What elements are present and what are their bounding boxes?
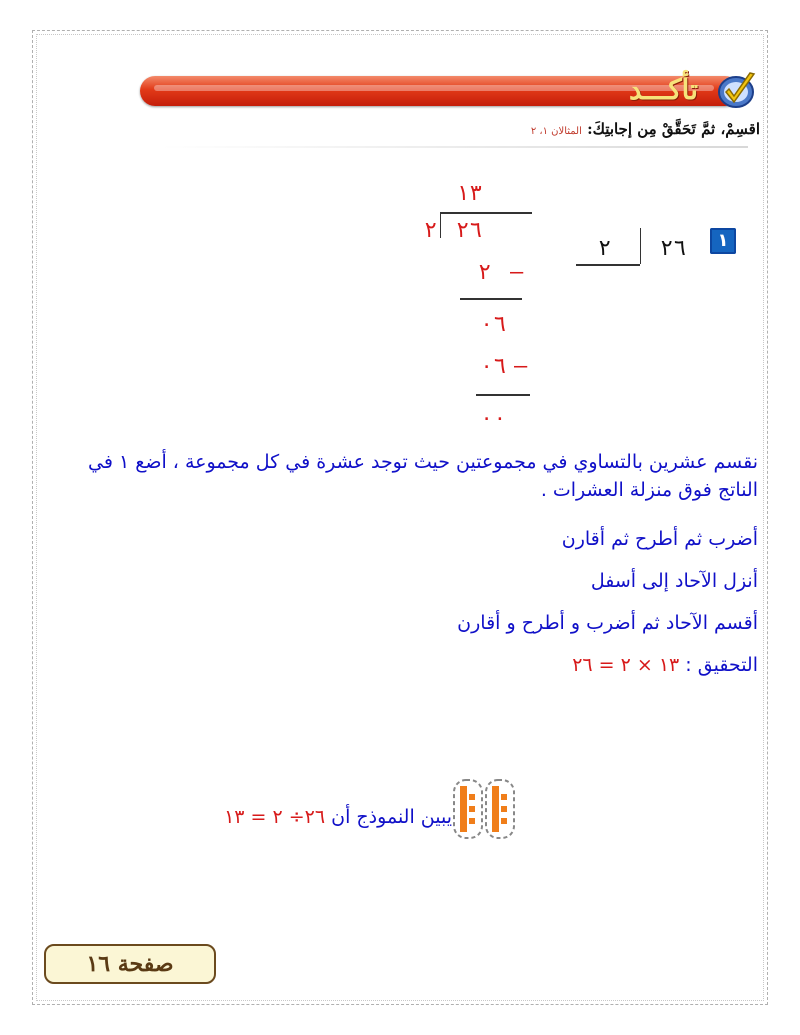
model-line [224,806,452,828]
division-bracket [440,212,441,238]
problem-underline [576,264,640,266]
instruction-text: اقسِمْ، ثمَّ تَحَقَّقْ مِن إجابتِكَ: [587,120,760,138]
worked-dividend: ٢٦ [456,218,483,243]
model-label: يبين النموذج أن [331,806,452,828]
instruction-ref: المثالان ١، ٢ [530,126,582,137]
base-ten-blocks-icon [452,778,516,840]
step-multiply: أضرب ثم أطرح ثم أقارن [561,528,758,550]
step-bring-down: أنزل الآحاد إلى أسفل [590,570,758,592]
model-equation: ٢٦÷ ٢ = ١٣ [224,806,326,828]
step2-subtract: ٠٦ [480,354,507,379]
quotient: ١٣ [456,181,483,206]
step-divide-ones: أقسم الآحاد ثم أضرب و أطرح و أقارن [457,612,758,634]
problem-dividend: ٢٦ [660,236,687,261]
step2-rule [476,394,530,396]
explanation-paragraph: نقسم عشرين بالتساوي في مجموعتين حيث توجد عشرة في كل مجموعة ، أضع ١ في الناتج فوق منزلة العشرات . [88,451,758,501]
problem-divisor: ٢ [598,236,612,261]
check-equation: ١٣ × ٢ = ٢٦ [572,654,680,676]
check-line [572,654,758,676]
step1-result: ٠٦ [480,312,507,337]
step1-subtract: ٢ [478,260,492,285]
page-border-inner [36,34,764,1001]
division-bar [440,212,532,214]
worked-divisor: ٢ [424,218,438,243]
checkmark-icon [716,70,758,110]
page-number-tag: صفحة ١٦ [44,944,216,984]
section-header [140,70,758,110]
section-title: تأكـــد [629,73,698,106]
check-label: التحقيق : [685,654,758,676]
problem-number-badge: ١ [710,228,736,254]
divider [160,146,748,148]
instruction [531,120,760,138]
remainder: ٠٠ [480,406,507,431]
step1-minus: – [510,260,524,285]
step2-minus: – [514,354,528,379]
step1-rule [460,298,522,300]
problem-bracket [640,228,641,264]
